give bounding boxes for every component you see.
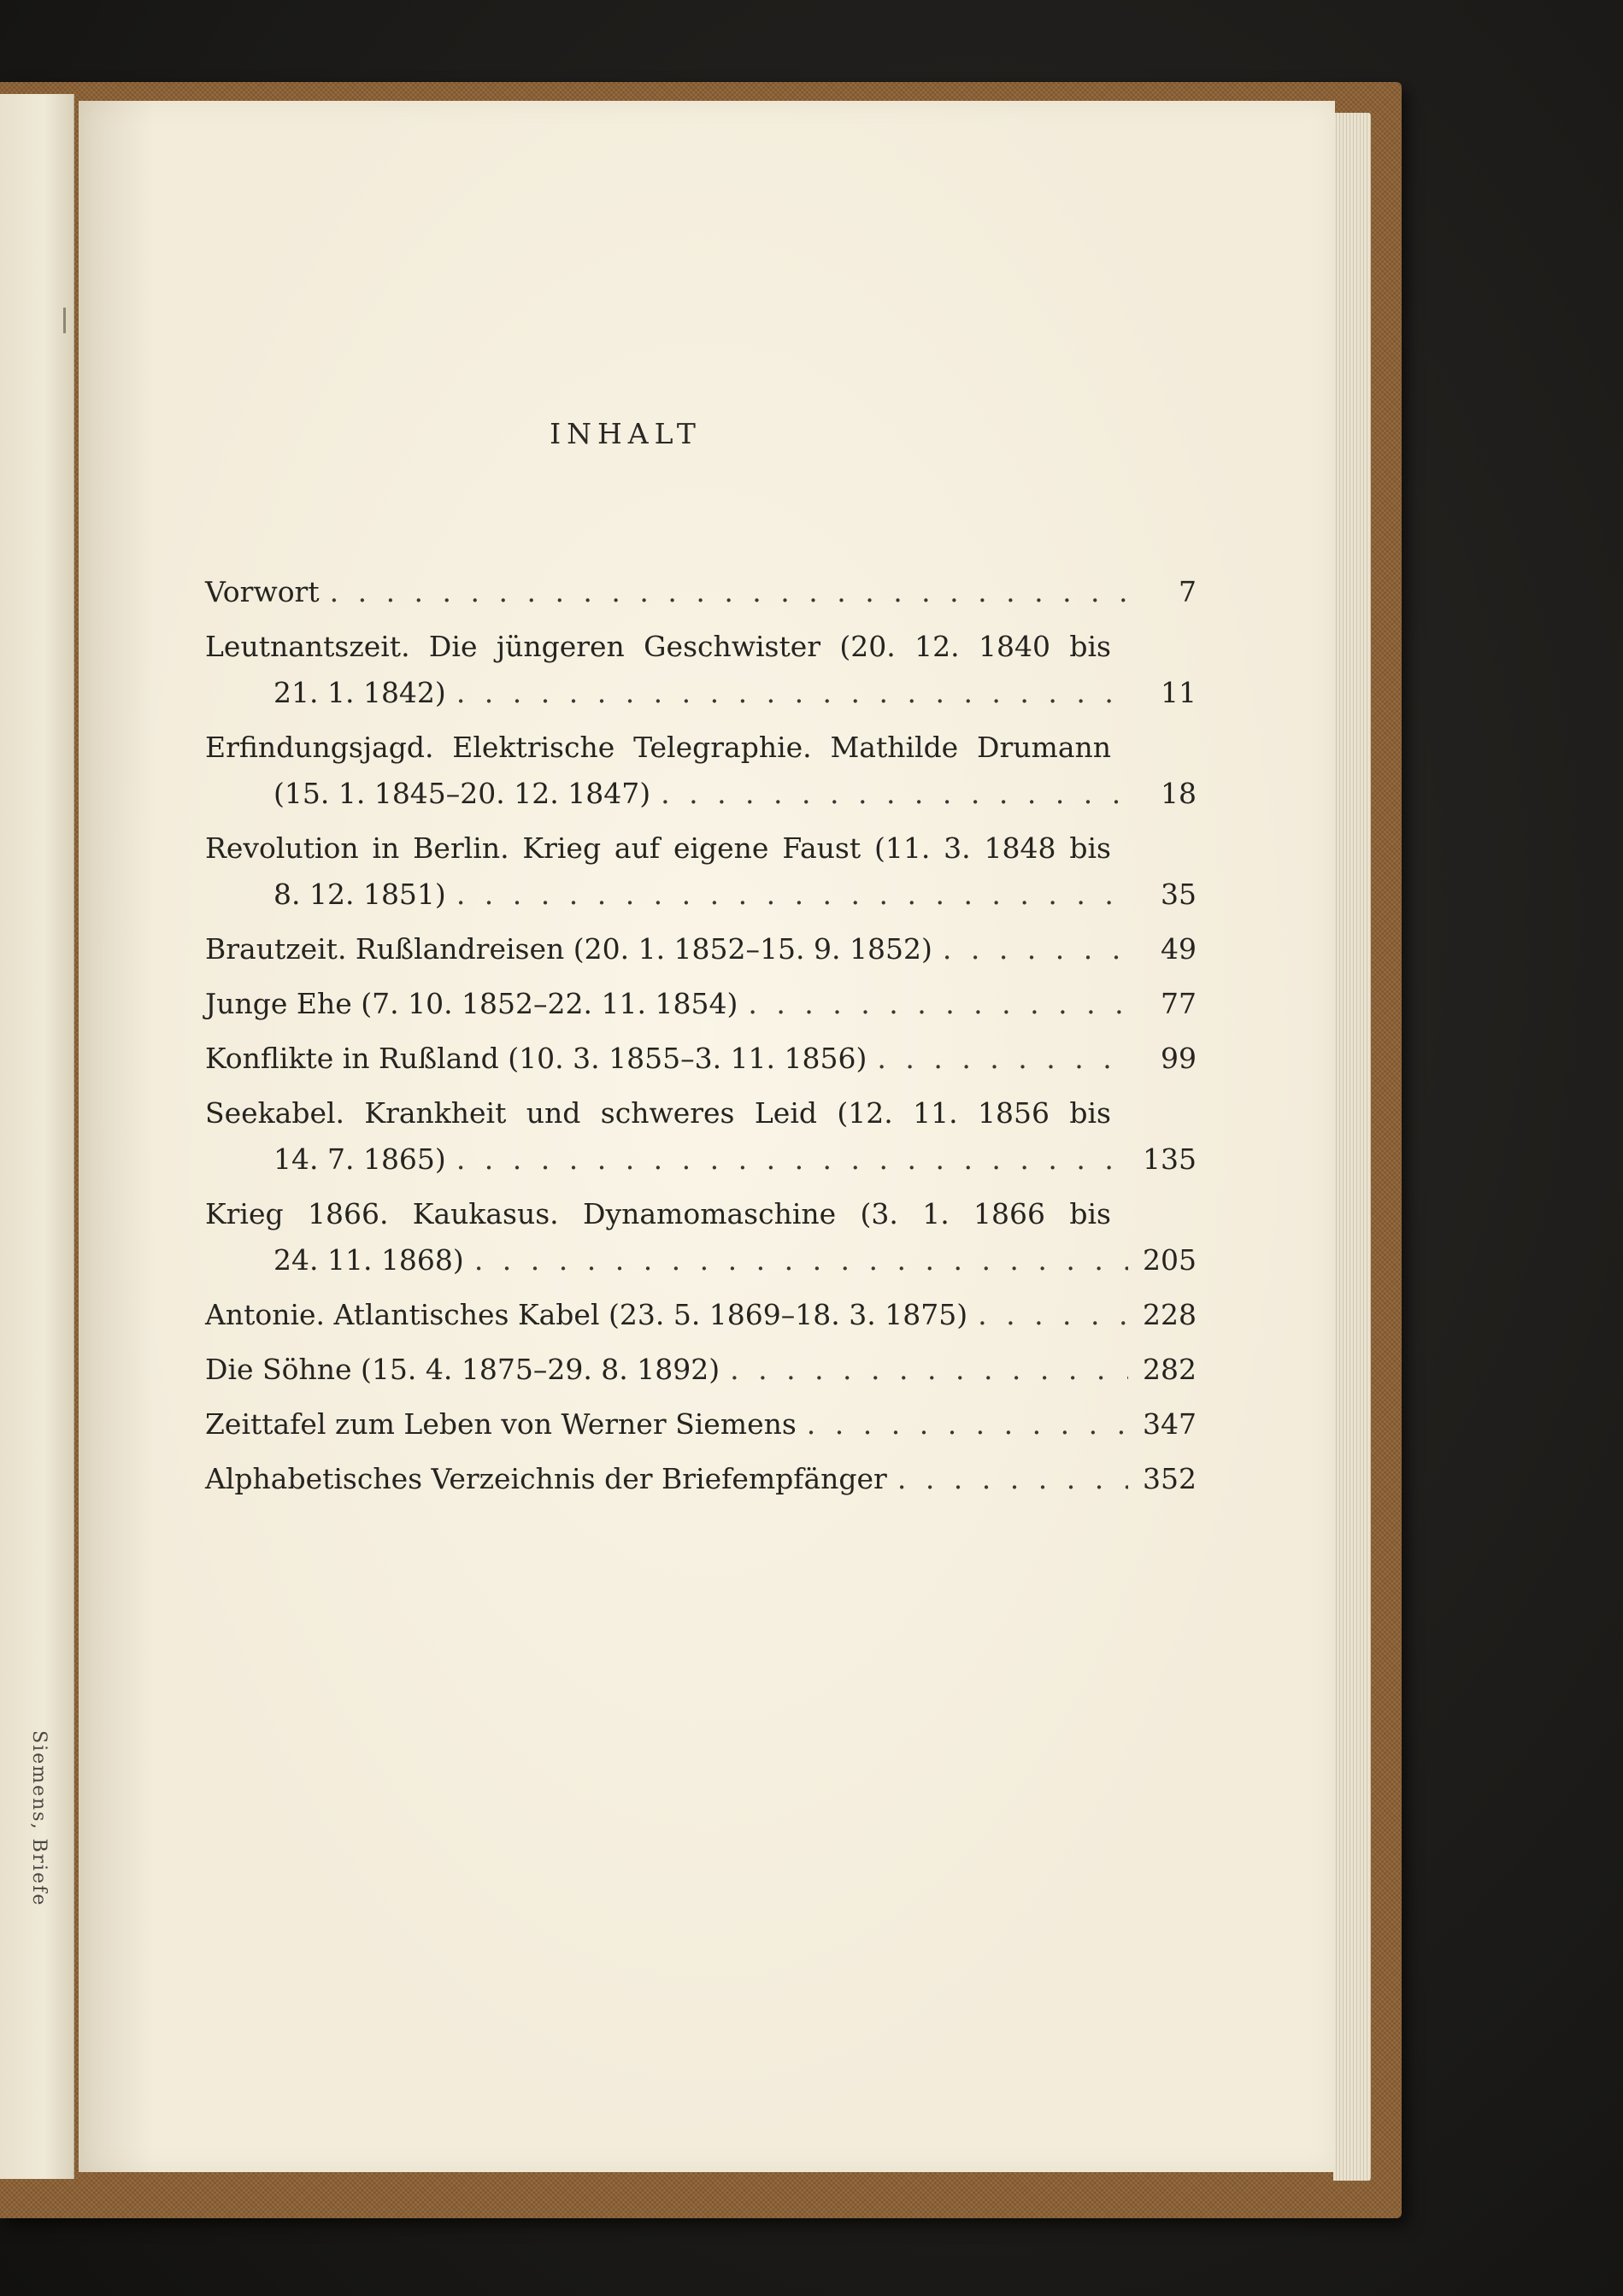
toc-entry-page: 77 (1161, 987, 1197, 1020)
toc-entry-title-cont: (15. 1. 1845–20. 12. 1847) (273, 777, 651, 810)
dot-leader (720, 1347, 1128, 1393)
toc-entry-page: 135 (1143, 1142, 1197, 1176)
toc-entry-page: 18 (1161, 777, 1197, 810)
dot-leader (446, 670, 1128, 716)
toc-entry-title-cont: 21. 1. 1842) (273, 676, 446, 709)
toc-entry-title: Antonie. Atlantisches Kabel (23. 5. 1869–18. 3. 1875) (205, 1298, 968, 1331)
toc-entry-seekabel (205, 1090, 1197, 1183)
toc-entry-leutnantszeit (205, 624, 1197, 716)
toc-entry-title: Die Söhne (15. 4. 1875–29. 8. 1892) (205, 1353, 720, 1386)
toc-entry-page: 228 (1143, 1298, 1197, 1331)
dot-leader (446, 872, 1128, 918)
spine-text: Siemens, Briefe (28, 1730, 50, 1907)
toc-entry-title: Revolution in Berlin. Krieg auf eigene Faust (11. 3. 1848 bis (205, 831, 1111, 865)
toc-entry-zeittafel (205, 1401, 1197, 1447)
toc-entry-vorwort (205, 569, 1197, 615)
dot-leader (867, 1036, 1128, 1082)
toc-entry-title-cont: 8. 12. 1851) (273, 878, 446, 911)
dot-leader (320, 569, 1128, 615)
toc-entry-die-soehne (205, 1347, 1197, 1393)
dot-leader (887, 1456, 1128, 1502)
dot-leader (446, 1136, 1128, 1183)
toc-entry-title-cont: 14. 7. 1865) (273, 1142, 446, 1176)
toc-entry-junge-ehe (205, 981, 1197, 1027)
toc-entry-title-cont: 24. 11. 1868) (273, 1243, 464, 1277)
toc-entry-brautzeit (205, 926, 1197, 972)
toc-entry-title: Krieg 1866. Kaukasus. Dynamomaschine (3. 1. 1866 bis (205, 1197, 1111, 1230)
dot-leader (967, 1292, 1128, 1338)
toc-entry-page: 7 (1179, 575, 1197, 608)
toc-entry-title: Junge Ehe (7. 10. 1852–22. 11. 1854) (205, 987, 738, 1020)
toc-entry-title: Leutnantszeit. Die jüngeren Geschwister (20. 12. 1840 bis (205, 630, 1111, 663)
toc-entry-title: Vorwort (205, 575, 320, 608)
toc-entry-revolution (205, 825, 1197, 918)
dot-leader (464, 1237, 1128, 1283)
toc-entry-page: 99 (1161, 1042, 1197, 1075)
toc-entry-krieg-1866 (205, 1191, 1197, 1283)
toc-entry-verzeichnis (205, 1456, 1197, 1502)
dot-leader (932, 926, 1128, 972)
toc-entry-antonie (205, 1292, 1197, 1338)
left-page (0, 94, 74, 2179)
toc-entry-title: Konflikte in Rußland (10. 3. 1855–3. 11. 1856) (205, 1042, 867, 1075)
toc-entry-erfindungsjagd (205, 725, 1197, 817)
toc-entry-page: 282 (1143, 1353, 1197, 1386)
table-of-contents (205, 569, 1197, 1511)
toc-entry-title: Alphabetisches Verzeichnis der Briefempfänger (205, 1462, 887, 1495)
toc-entry-title: Brautzeit. Rußlandreisen (20. 1. 1852–15. 9. 1852) (205, 932, 932, 966)
toc-entry-title: Seekabel. Krankheit und schweres Leid (12. 11. 1856 bis (205, 1096, 1111, 1130)
binding-stitch (63, 308, 66, 333)
toc-entry-konflikte (205, 1036, 1197, 1082)
toc-entry-title: Zeittafel zum Leben von Werner Siemens (205, 1407, 797, 1441)
toc-entry-title: Erfindungsjagd. Elektrische Telegraphie. Mathilde Drumann (205, 731, 1111, 764)
dot-leader (738, 981, 1128, 1027)
toc-entry-page: 49 (1161, 932, 1197, 966)
toc-entry-page: 35 (1161, 878, 1197, 911)
dot-leader (650, 771, 1128, 817)
toc-entry-page: 205 (1143, 1243, 1197, 1277)
contents-page (79, 101, 1335, 2172)
toc-entry-page: 11 (1161, 676, 1197, 709)
toc-entry-page: 347 (1143, 1407, 1197, 1441)
dot-leader (797, 1401, 1128, 1447)
toc-entry-page: 352 (1143, 1462, 1197, 1495)
page-edges (1333, 113, 1371, 2181)
page-title: INHALT (550, 417, 702, 450)
